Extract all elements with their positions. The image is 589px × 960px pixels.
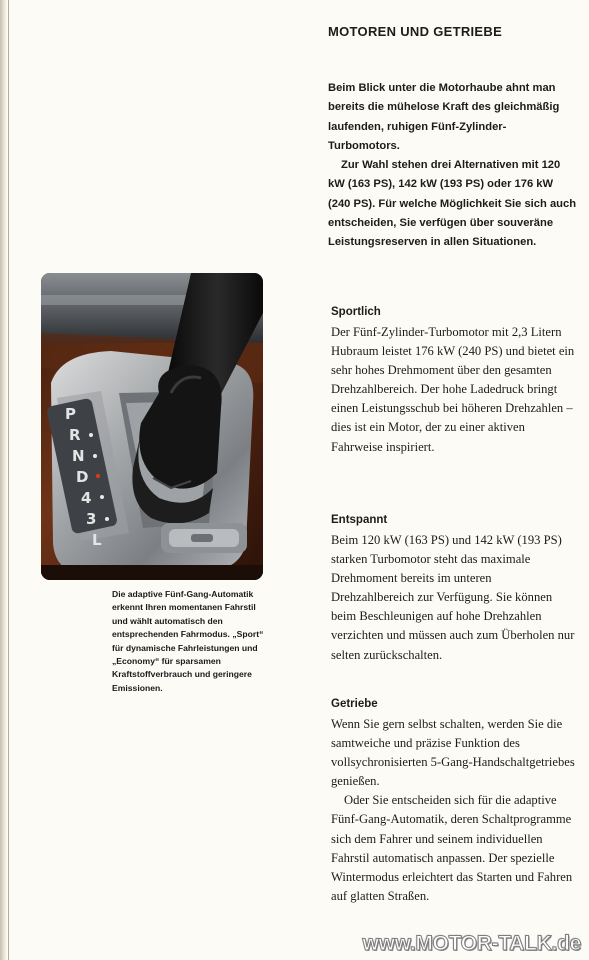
section-body-getriebe-2: Oder Sie entscheiden sich für die adaptive Fünf-Gang-Automatik, deren Schaltprogramme sich dem Fahrer und seinem individuellen Fahrstil automatisch anpassen. Der spezielle Wintermodus erleichtert das Starten und Fahren auf glatten Straßen.	[331, 793, 573, 903]
gear-dot-4	[100, 495, 104, 499]
intro-paragraph-1: Beim Blick unter die Motorhaube ahnt man bereits die mühelose Kraft des gleichmäßig laufenden, ruhigen Fünf-Zylinder-Turbomotors.	[328, 82, 560, 152]
section-body-sportlich: Der Fünf-Zylinder-Turbomotor mit 2,3 Litern Hubraum leistet 176 kW (240 PS) und bietet ein sehr hohes Drehmoment über den gesamten Drehzahlbereich. Der hohe Ladedruck bringt einen Leistungsschub bei höheren Drehzahlen – dies ist ein Motor, der zu einer aktiven Fahrweise inspiriert.	[331, 325, 575, 454]
section-entspannt	[331, 513, 576, 665]
gear-dot-d-active	[96, 474, 100, 478]
section-title-entspannt: Entspannt	[331, 514, 388, 526]
gear-dot-3	[105, 517, 109, 521]
gear-label-l: L	[92, 531, 102, 549]
section-body-getriebe-1: Wenn Sie gern selbst schalten, werden Sie die samtweiche und präzise Funktion des vollsychronisierten 5-Gang-Handschaltgetriebes genießen.	[331, 717, 575, 789]
gear-dot-n	[93, 454, 97, 458]
section-title-sportlich: Sportlich	[331, 306, 381, 318]
intro-paragraph-2: Zur Wahl stehen drei Alternativen mit 120 kW (163 PS), 142 kW (193 PS) oder 176 kW (240 PS). Für welche Möglichkeit Sie sich auch entscheiden, Sie verfügen über souveräne Leistungsreserven in allen Situationen.	[328, 159, 577, 249]
photo-caption: Die adaptive Fünf-Gang-Automatik erkennt Ihren momentanen Fahrstil und wählt automatisch den entsprechenden Fahrmodus. „Sport“ für dynamische Fahrleistungen und „Economy“ für sparsamen Kraftstoffverbrauch und geringere Emissionen.	[112, 589, 264, 693]
gear-label-n: N	[72, 447, 85, 465]
gear-selector-photo	[41, 273, 263, 580]
gear-dot-r	[89, 433, 93, 437]
gear-label-3: 3	[86, 510, 97, 528]
gear-selector-illustration	[41, 273, 263, 580]
intro-text	[328, 79, 578, 253]
watermark: www.MOTOR-TALK.de	[362, 932, 581, 955]
gear-label-4: 4	[81, 489, 92, 507]
page-title: MOTOREN UND GETRIEBE	[328, 24, 503, 39]
gear-label-r: R	[69, 426, 81, 444]
page-spine	[0, 0, 7, 960]
section-getriebe	[331, 697, 576, 906]
gear-label-d: D	[76, 468, 89, 486]
section-sportlich	[331, 305, 576, 457]
gear-label-p: P	[65, 405, 76, 423]
section-title-getriebe: Getriebe	[331, 698, 378, 710]
page-spine-line	[8, 0, 9, 960]
section-body-entspannt: Beim 120 kW (163 PS) und 142 kW (193 PS) starken Turbomotor steht das maximale Drehmoment bereits im unteren Drehzahlbereich zur Verfügung. Sie können beim Beschleunigen auf hohe Drehzahlen verzichten und müssen auch zum Überholen nur selten zurückschalten.	[331, 533, 575, 662]
